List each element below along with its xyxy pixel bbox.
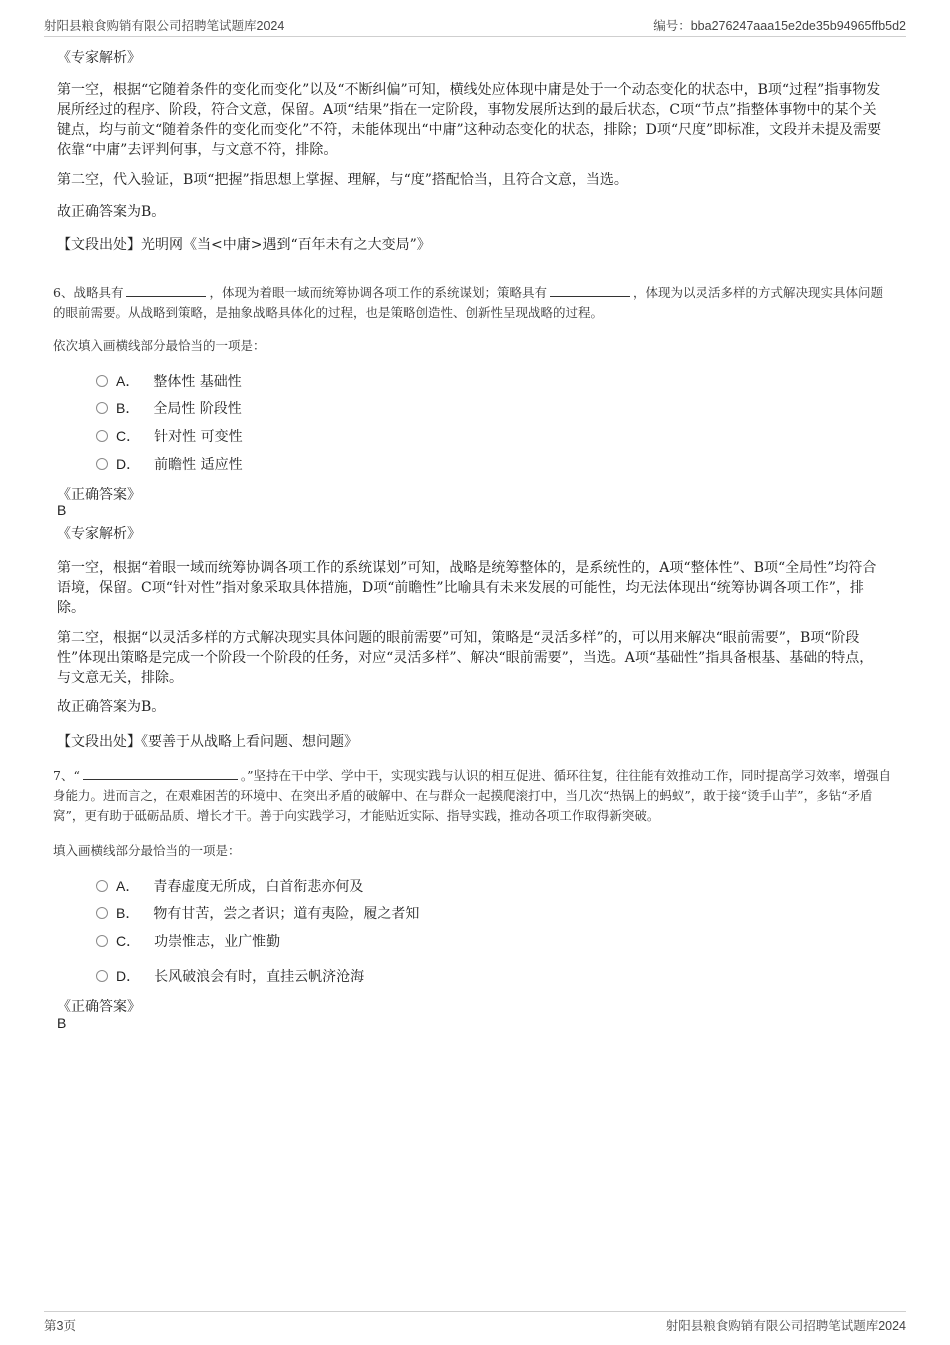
correct-answer-label: 《正确答案》 [57,999,141,1015]
option-d[interactable]: D． 前瞻性 适应性 [96,454,243,474]
radio-icon[interactable] [96,458,108,470]
radio-icon[interactable] [96,935,108,947]
correct-answer: B [57,1015,67,1031]
answer-statement: 故正确答案为B。 [57,204,166,220]
analysis-paragraph: 第一空，根据“着眼一域而统筹协调各项工作的系统谋划”可知，战略是统筹整体的，是系统性的，A项“整体性”、B项“全局性”均符合语境，保留。C项“针对性”指对象采取具体措施，D项“前瞻性”比喻具有未来发展的可能性，均无法体现出“统筹协调各项工作”，排除。 [57,560,877,616]
radio-icon[interactable] [96,430,108,442]
fill-blank [126,282,206,297]
page-header [44,14,906,37]
question-stem: 7、“ 。”坚持在干中学、学中干，实现实践与认识的相互促进、循环往复，往往能有效推动工作，同时提高学习效率，增强自身能力。进而言之，在艰难困苦的环境中、在突出矛盾的破解中、在与群众一起摸爬滚打中，当几次“热锅上的蚂蚁”，敢于接“烫手山芋”，多钻“矛盾窝”，更有助于砥砺品质、增长才干。善于向实践学习，才能贴近实际、指导实践，推动各项工作取得新突破。 [53,765,891,826]
radio-icon[interactable] [96,375,108,387]
option-b[interactable]: B． 物有甘苦，尝之者识；道有夷险，履之者知 [96,903,419,923]
fill-blank [550,282,630,297]
answer-statement: 故正确答案为B。 [57,699,166,715]
page-number: 第3页 [44,1319,76,1333]
question-prompt: 填入画横线部分最恰当的一项是： [53,843,241,858]
correct-answer: B [57,502,67,518]
option-a[interactable]: A． 整体性 基础性 [96,371,242,391]
correct-answer-label: 《正确答案》 [57,487,141,503]
analysis-paragraph: 第二空，根据“以灵活多样的方式解决现实具体问题的眼前需要”可知，策略是“灵活多样”的，可以用来解决“眼前需要”，B项“阶段性”体现出策略是完成一个阶段一个阶段的任务，对应“灵活多样”、解决“眼前需要”，当选。A项“基础性”指具备根基、基础的特点，与文意无关，排除。 [57,630,874,686]
source-citation: 【文段出处】《要善于从战略上看问题、想问题》 [57,734,358,750]
option-c[interactable]: C． 功崇惟志，业广惟勤 [96,931,280,951]
page-footer [44,1311,906,1334]
question-prompt: 依次填入画横线部分最恰当的一项是： [53,338,266,353]
header-title: 射阳县粮食购销有限公司招聘笔试题库2024 [44,19,285,33]
footer-title: 射阳县粮食购销有限公司招聘笔试题库2024 [665,1319,906,1333]
option-b[interactable]: B． 全局性 阶段性 [96,398,242,418]
expert-analysis-label: 《专家解析》 [57,526,141,542]
expert-analysis-label: 《专家解析》 [57,50,141,66]
radio-icon[interactable] [96,907,108,919]
analysis-paragraph: 第一空，根据“它随着条件的变化而变化”以及“不断纠偏”可知，横线处应体现中庸是处于一个动态变化的状态中，B项“过程”指事物发展所经过的程序、阶段，符合文意，保留。A项“结果”指在一定阶段，事物发展所达到的最后状态，C项“节点”指整体事物中的某个关键点，均与前文“随着条件的变化而变化”不符，未能体现出“中庸”这种动态变化的状态，排除；D项“尺度”即标准，文段并未提及需要依靠“中庸”去评判何事，与文意不符，排除。 [57,82,882,158]
radio-icon[interactable] [96,970,108,982]
question-stem: 6、战略具有 ，体现为着眼一域而统筹协调各项工作的系统谋划；策略具有 ，体现为以灵活多样的方式解决现实具体问题的眼前需要。从战略到策略，是抽象战略具体化的过程，也是策略创造性、创新性呈现战略的过程。 [53,282,891,323]
fill-blank [83,765,238,780]
option-c[interactable]: C． 针对性 可变性 [96,426,243,446]
radio-icon[interactable] [96,880,108,892]
source-citation: 【文段出处】光明网《当<中庸>遇到“百年未有之大变局”》 [57,237,431,253]
analysis-paragraph: 第二空，代入验证，B项“把握”指思想上掌握、理解，与“度”搭配恰当，且符合文意，当选。 [57,172,628,188]
radio-icon[interactable] [96,402,108,414]
option-a[interactable]: A． 青春虚度无所成，白首衔悲亦何及 [96,876,363,896]
option-d[interactable]: D． 长风破浪会有时，直挂云帆济沧海 [96,966,364,986]
document-id: 编号：bba276247aaa15e2de35b94965ffb5d2 [653,19,906,33]
